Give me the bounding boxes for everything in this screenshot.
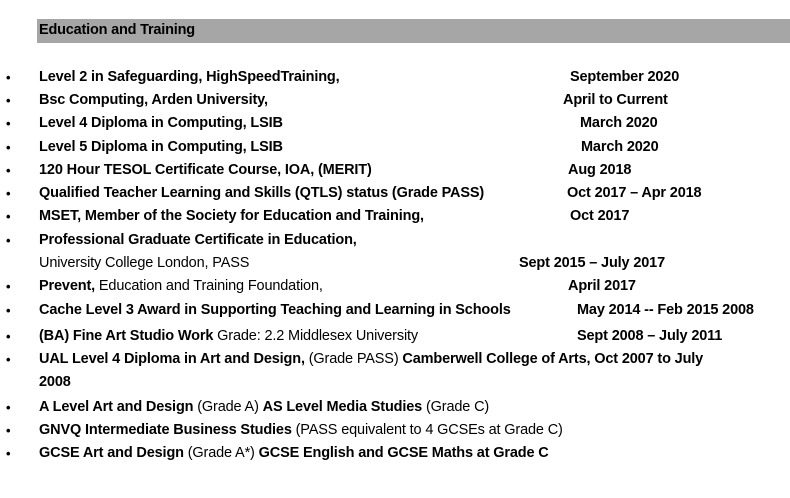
entry-title bbox=[39, 278, 323, 294]
list-item bbox=[0, 92, 790, 114]
bullet-icon: • bbox=[6, 400, 11, 415]
entry-date: September 2020 bbox=[570, 69, 680, 85]
entry-institution: Camberwell College of Arts, Oct 2007 to July bbox=[402, 351, 704, 367]
entry-title: Qualified Teacher Learning and Skills (QTLS) status (Grade PASS) bbox=[39, 185, 485, 201]
entry-title: Cache Level 3 Award in Supporting Teaching and Learning in Schools bbox=[39, 302, 511, 318]
entry-detail: (Grade PASS) bbox=[304, 351, 403, 367]
entry-title-bold-2: GCSE English and GCSE Maths at Grade C bbox=[258, 445, 549, 461]
list-item bbox=[0, 422, 790, 444]
entry-title: 120 Hour TESOL Certificate Course, IOA, (MERIT) bbox=[39, 162, 372, 178]
entry-title-bold: (BA) Fine Art Studio Work bbox=[39, 328, 214, 344]
list-item-continuation bbox=[0, 255, 790, 277]
section-header bbox=[37, 19, 790, 43]
entry-institution: University College London, PASS bbox=[39, 255, 250, 271]
bullet-icon: • bbox=[6, 352, 11, 367]
entry-title bbox=[39, 422, 563, 438]
entry-title-bold: GNVQ Intermediate Business Studies bbox=[39, 422, 292, 438]
entry-detail: Grade: 2.2 Middlesex University bbox=[213, 328, 418, 344]
entry-title: Level 4 Diploma in Computing, LSIB bbox=[39, 115, 283, 131]
entry-detail: (PASS equivalent to 4 GCSEs at Grade C) bbox=[291, 422, 563, 438]
entry-date: March 2020 bbox=[581, 139, 659, 155]
list-item bbox=[0, 328, 790, 350]
list-item bbox=[0, 69, 790, 91]
list-item bbox=[0, 399, 790, 421]
entry-detail: Education and Training Foundation, bbox=[95, 278, 323, 294]
bullet-icon: • bbox=[6, 93, 11, 108]
list-item bbox=[0, 232, 790, 254]
entry-date: April 2017 bbox=[568, 278, 636, 294]
list-item bbox=[0, 139, 790, 161]
entry-date: Aug 2018 bbox=[568, 162, 632, 178]
bullet-icon: • bbox=[6, 140, 11, 155]
bullet-icon: • bbox=[6, 233, 11, 248]
entry-title: Bsc Computing, Arden University, bbox=[39, 92, 268, 108]
entry-date: Oct 2017 bbox=[570, 208, 630, 224]
entry-title bbox=[39, 328, 418, 344]
entry-date: Oct 2017 – Apr 2018 bbox=[567, 185, 702, 201]
entry-title bbox=[39, 445, 549, 461]
bullet-icon: • bbox=[6, 423, 11, 438]
entry-date: May 2014 -- Feb 2015 2008 bbox=[577, 302, 754, 318]
entry-title bbox=[39, 351, 703, 367]
bullet-icon: • bbox=[6, 329, 11, 344]
bullet-icon: • bbox=[6, 116, 11, 131]
bullet-icon: • bbox=[6, 209, 11, 224]
list-item bbox=[0, 351, 790, 373]
list-item bbox=[0, 278, 790, 300]
bullet-icon: • bbox=[6, 446, 11, 461]
bullet-icon: • bbox=[6, 303, 11, 318]
entry-date: March 2020 bbox=[580, 115, 658, 131]
entry-detail-2: (Grade C) bbox=[422, 399, 490, 415]
bullet-icon: • bbox=[6, 163, 11, 178]
entry-detail: (Grade A) bbox=[193, 399, 263, 415]
entry-title-bold: GCSE Art and Design bbox=[39, 445, 184, 461]
list-item bbox=[0, 185, 790, 207]
entry-date: Sept 2015 – July 2017 bbox=[519, 255, 665, 271]
entry-title: MSET, Member of the Society for Education and Training, bbox=[39, 208, 424, 224]
entry-date: Sept 2008 – July 2011 bbox=[577, 328, 723, 344]
list-item bbox=[0, 302, 790, 324]
entry-title-bold: A Level Art and Design bbox=[39, 399, 194, 415]
entry-date: April to Current bbox=[563, 92, 668, 108]
list-item bbox=[0, 115, 790, 137]
entry-title-bold: UAL Level 4 Diploma in Art and Design, bbox=[39, 351, 305, 367]
list-item bbox=[0, 208, 790, 230]
entry-detail: (Grade A*) bbox=[183, 445, 259, 461]
entry-title bbox=[39, 399, 489, 415]
entry-title: Level 5 Diploma in Computing, LSIB bbox=[39, 139, 283, 155]
section-title: Education and Training bbox=[39, 22, 195, 38]
bullet-icon: • bbox=[6, 279, 11, 294]
entry-title-bold-2: AS Level Media Studies bbox=[262, 399, 423, 415]
entry-title: Professional Graduate Certificate in Education, bbox=[39, 232, 357, 248]
list-item bbox=[0, 445, 790, 467]
entry-title: Level 2 in Safeguarding, HighSpeedTraining, bbox=[39, 69, 340, 85]
list-item bbox=[0, 162, 790, 184]
bullet-icon: • bbox=[6, 186, 11, 201]
entry-title-bold: Prevent, bbox=[39, 278, 96, 294]
entry-date-continued: 2008 bbox=[39, 374, 71, 390]
bullet-icon: • bbox=[6, 70, 11, 85]
list-item-continuation bbox=[0, 374, 790, 396]
